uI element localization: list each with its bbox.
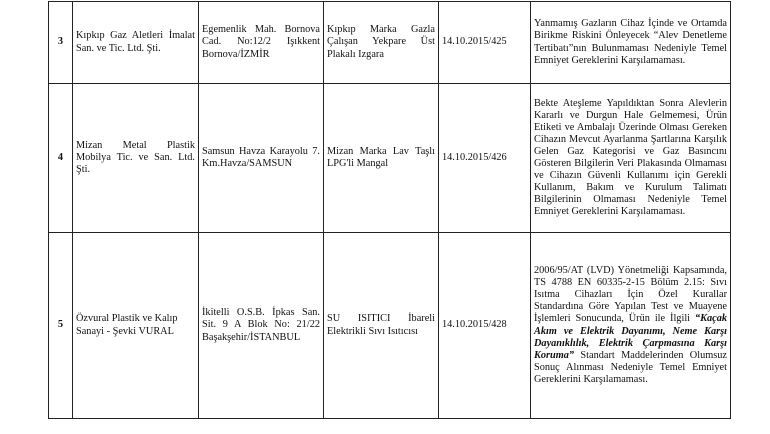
date-reference: 14.10.2015/426 xyxy=(439,84,531,233)
table-row xyxy=(49,84,731,233)
product-name: SU ISITICI İbareli Elektrikli Sıvı Isıtıcısı xyxy=(324,233,439,419)
firm-address: Egemenlik Mah. Bornova Cad. No:12/2 Işıkkent Bornova/İZMİR xyxy=(199,2,324,84)
table-row xyxy=(49,233,731,419)
firm-name: Özvural Plastik ve Kalıp Sanayi - Şevki VURAL xyxy=(73,233,199,419)
recall-table xyxy=(48,1,731,419)
product-name: Kıpkıp Marka Gazla Çalışan Yekpare Üst Plakalı Izgara xyxy=(324,2,439,84)
recall-reason: Bekte Ateşleme Yapıldıktan Sonra Alevlerin Kararlı ve Durgun Hale Gelmemesi, Ürün Etiketi ve Ambalajı Üzerinde Olması Gereken Cihazın Mevcut Ayarlanma Şartlarına Karşılık Gelen Gaz Kategorisi ve Gaz Basıncını Gösteren Bilgilerin Veri Plakasında Olmaması ve Cihazın Güvenli Kullanımı için Gerekli Kullanım, Bakım ve Kurulum Talimatı Bilgilerinin Olmaması Nedeniyle Temel Emniyet Gereklerini Karşılamaması. xyxy=(531,84,731,233)
date-reference: 14.10.2015/425 xyxy=(439,2,531,84)
product-name: Mizan Marka Lav Taşlı LPG'li Mangal xyxy=(324,84,439,233)
recall-reason xyxy=(531,233,731,419)
date-reference: 14.10.2015/428 xyxy=(439,233,531,419)
firm-address: Samsun Havza Karayolu 7. Km.Havza/SAMSUN xyxy=(199,84,324,233)
row-number: 3 xyxy=(49,2,73,84)
recall-reason-part-a: 2006/95/AT (LVD) Yönetmeliği Kapsamında, TS 4788 EN 60335-2-15 Bölüm 2.15: Sıvı Isıtma Cihazları İçin Özel Kurallar Standardına Göre Yapılan Test ve Muayene İşlemleri Sonucunda, Ürün ile İlgili xyxy=(534,265,727,325)
recall-reason-part-b: Standart Maddelerinden Olumsuz Sonuç Alınması Nedeniyle Temel Emniyet Gereklerini Karşılamaması. xyxy=(534,349,727,385)
row-number: 4 xyxy=(49,84,73,233)
firm-name: Kıpkıp Gaz Aletleri İmalat San. ve Tic. Ltd. Şti. xyxy=(73,2,199,84)
firm-name: Mizan Metal Plastik Mobilya Tic. ve San. Ltd. Şti. xyxy=(73,84,199,233)
table-row xyxy=(49,2,731,84)
recall-reason-emphasis: “Kaçak Akım ve Elektrik Dayanımı, Neme Karşı Dayanıklılık, Elektrik Çarpmasına Karşı Koruma” xyxy=(534,313,727,361)
recall-reason: Yanmamış Gazların Cihaz İçinde ve Ortamda Birikme Riskini Önleyecek “Alev Denetleme Tertibatı”nın Bulunmaması Nedeniyle Temel Emniyet Gereklerini Karşılamaması. xyxy=(531,2,731,84)
firm-address: İkitelli O.S.B. İpkas San. Sit. 9 A Blok No: 21/22 Başakşehir/İSTANBUL xyxy=(199,233,324,419)
row-number: 5 xyxy=(49,233,73,419)
